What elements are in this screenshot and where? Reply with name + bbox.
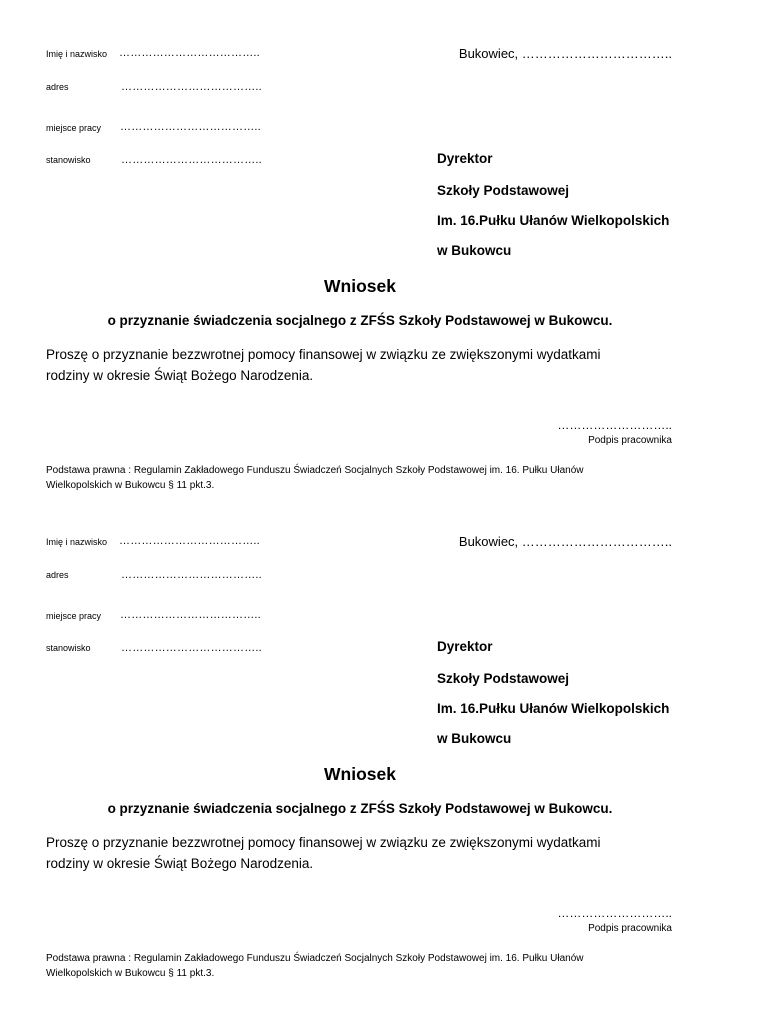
legal-basis — [46, 951, 656, 981]
addressee-line-2: Szkoły Podstawowej — [437, 183, 570, 198]
workplace-blank: ……………………………….. — [120, 609, 261, 621]
signature-blank: ……………………….. — [557, 906, 672, 920]
addressee-line-1: Dyrektor — [437, 151, 493, 166]
legal-basis-line-2: Wielkopolskich w Bukowcu § 11 pkt.3. — [46, 480, 215, 491]
addressee-line-4: w Bukowcu — [437, 243, 512, 258]
legal-basis-line-1: Podstawa prawna : Regulamin Zakładowego Funduszu Świadczeń Socjalnych Szkoły Podstawowej im. 16. Pułku Ułanów — [46, 953, 584, 964]
address-blank: ……………………………….. — [121, 81, 262, 93]
signature-blank: ……………………….. — [557, 418, 672, 432]
name-blank: ……………………………….. — [119, 47, 260, 59]
addressee-line-1: Dyrektor — [437, 639, 493, 654]
position-label: stanowisko — [46, 155, 91, 165]
signature-label: Podpis pracownika — [588, 435, 672, 446]
form-title: Wniosek — [324, 276, 396, 296]
addressee-line-4: w Bukowcu — [437, 731, 512, 746]
request-body-line-2: rodziny w okresie Świąt Bożego Narodzenia. — [46, 856, 314, 871]
form-title: Wniosek — [324, 764, 396, 784]
form-subtitle: o przyznanie świadczenia socjalnego z ZFŚS Szkoły Podstawowej w Bukowcu. — [107, 801, 613, 816]
address-blank: ……………………………….. — [121, 569, 262, 581]
address-label: adres — [46, 82, 69, 92]
request-body-line-1: Proszę o przyznanie bezzwrotnej pomocy finansowej w związku ze zwiększonymi wydatkami — [46, 835, 601, 850]
workplace-label: miejsce pracy — [46, 611, 102, 621]
legal-basis-line-2: Wielkopolskich w Bukowcu § 11 pkt.3. — [46, 968, 215, 979]
position-blank: ……………………………….. — [121, 642, 262, 654]
position-blank: ……………………………….. — [121, 154, 262, 166]
request-body — [46, 344, 686, 386]
name-blank: ……………………………….. — [119, 535, 260, 547]
place-date-line: Bukowiec, …………………………….. — [458, 534, 672, 549]
place-date-line: Bukowiec, …………………………….. — [458, 46, 672, 61]
form-subtitle: o przyznanie świadczenia socjalnego z ZFŚS Szkoły Podstawowej w Bukowcu. — [107, 313, 613, 328]
request-body — [46, 832, 686, 874]
position-label: stanowisko — [46, 643, 91, 653]
addressee-line-3: Im. 16.Pułku Ułanów Wielkopolskich — [437, 701, 670, 716]
workplace-blank: ……………………………….. — [120, 121, 261, 133]
request-body-line-1: Proszę o przyznanie bezzwrotnej pomocy finansowej w związku ze zwiększonymi wydatkami — [46, 347, 601, 362]
address-label: adres — [46, 570, 69, 580]
name-label: Imię i nazwisko — [46, 537, 108, 547]
name-label: Imię i nazwisko — [46, 49, 108, 59]
workplace-label: miejsce pracy — [46, 123, 102, 133]
legal-basis-line-1: Podstawa prawna : Regulamin Zakładowego Funduszu Świadczeń Socjalnych Szkoły Podstawowej im. 16. Pułku Ułanów — [46, 465, 584, 476]
signature-label: Podpis pracownika — [588, 923, 672, 934]
request-body-line-2: rodziny w okresie Świąt Bożego Narodzenia. — [46, 368, 314, 383]
application-form — [0, 0, 768, 491]
addressee-line-3: Im. 16.Pułku Ułanów Wielkopolskich — [437, 213, 670, 228]
application-form — [0, 488, 768, 979]
addressee-line-2: Szkoły Podstawowej — [437, 671, 570, 686]
